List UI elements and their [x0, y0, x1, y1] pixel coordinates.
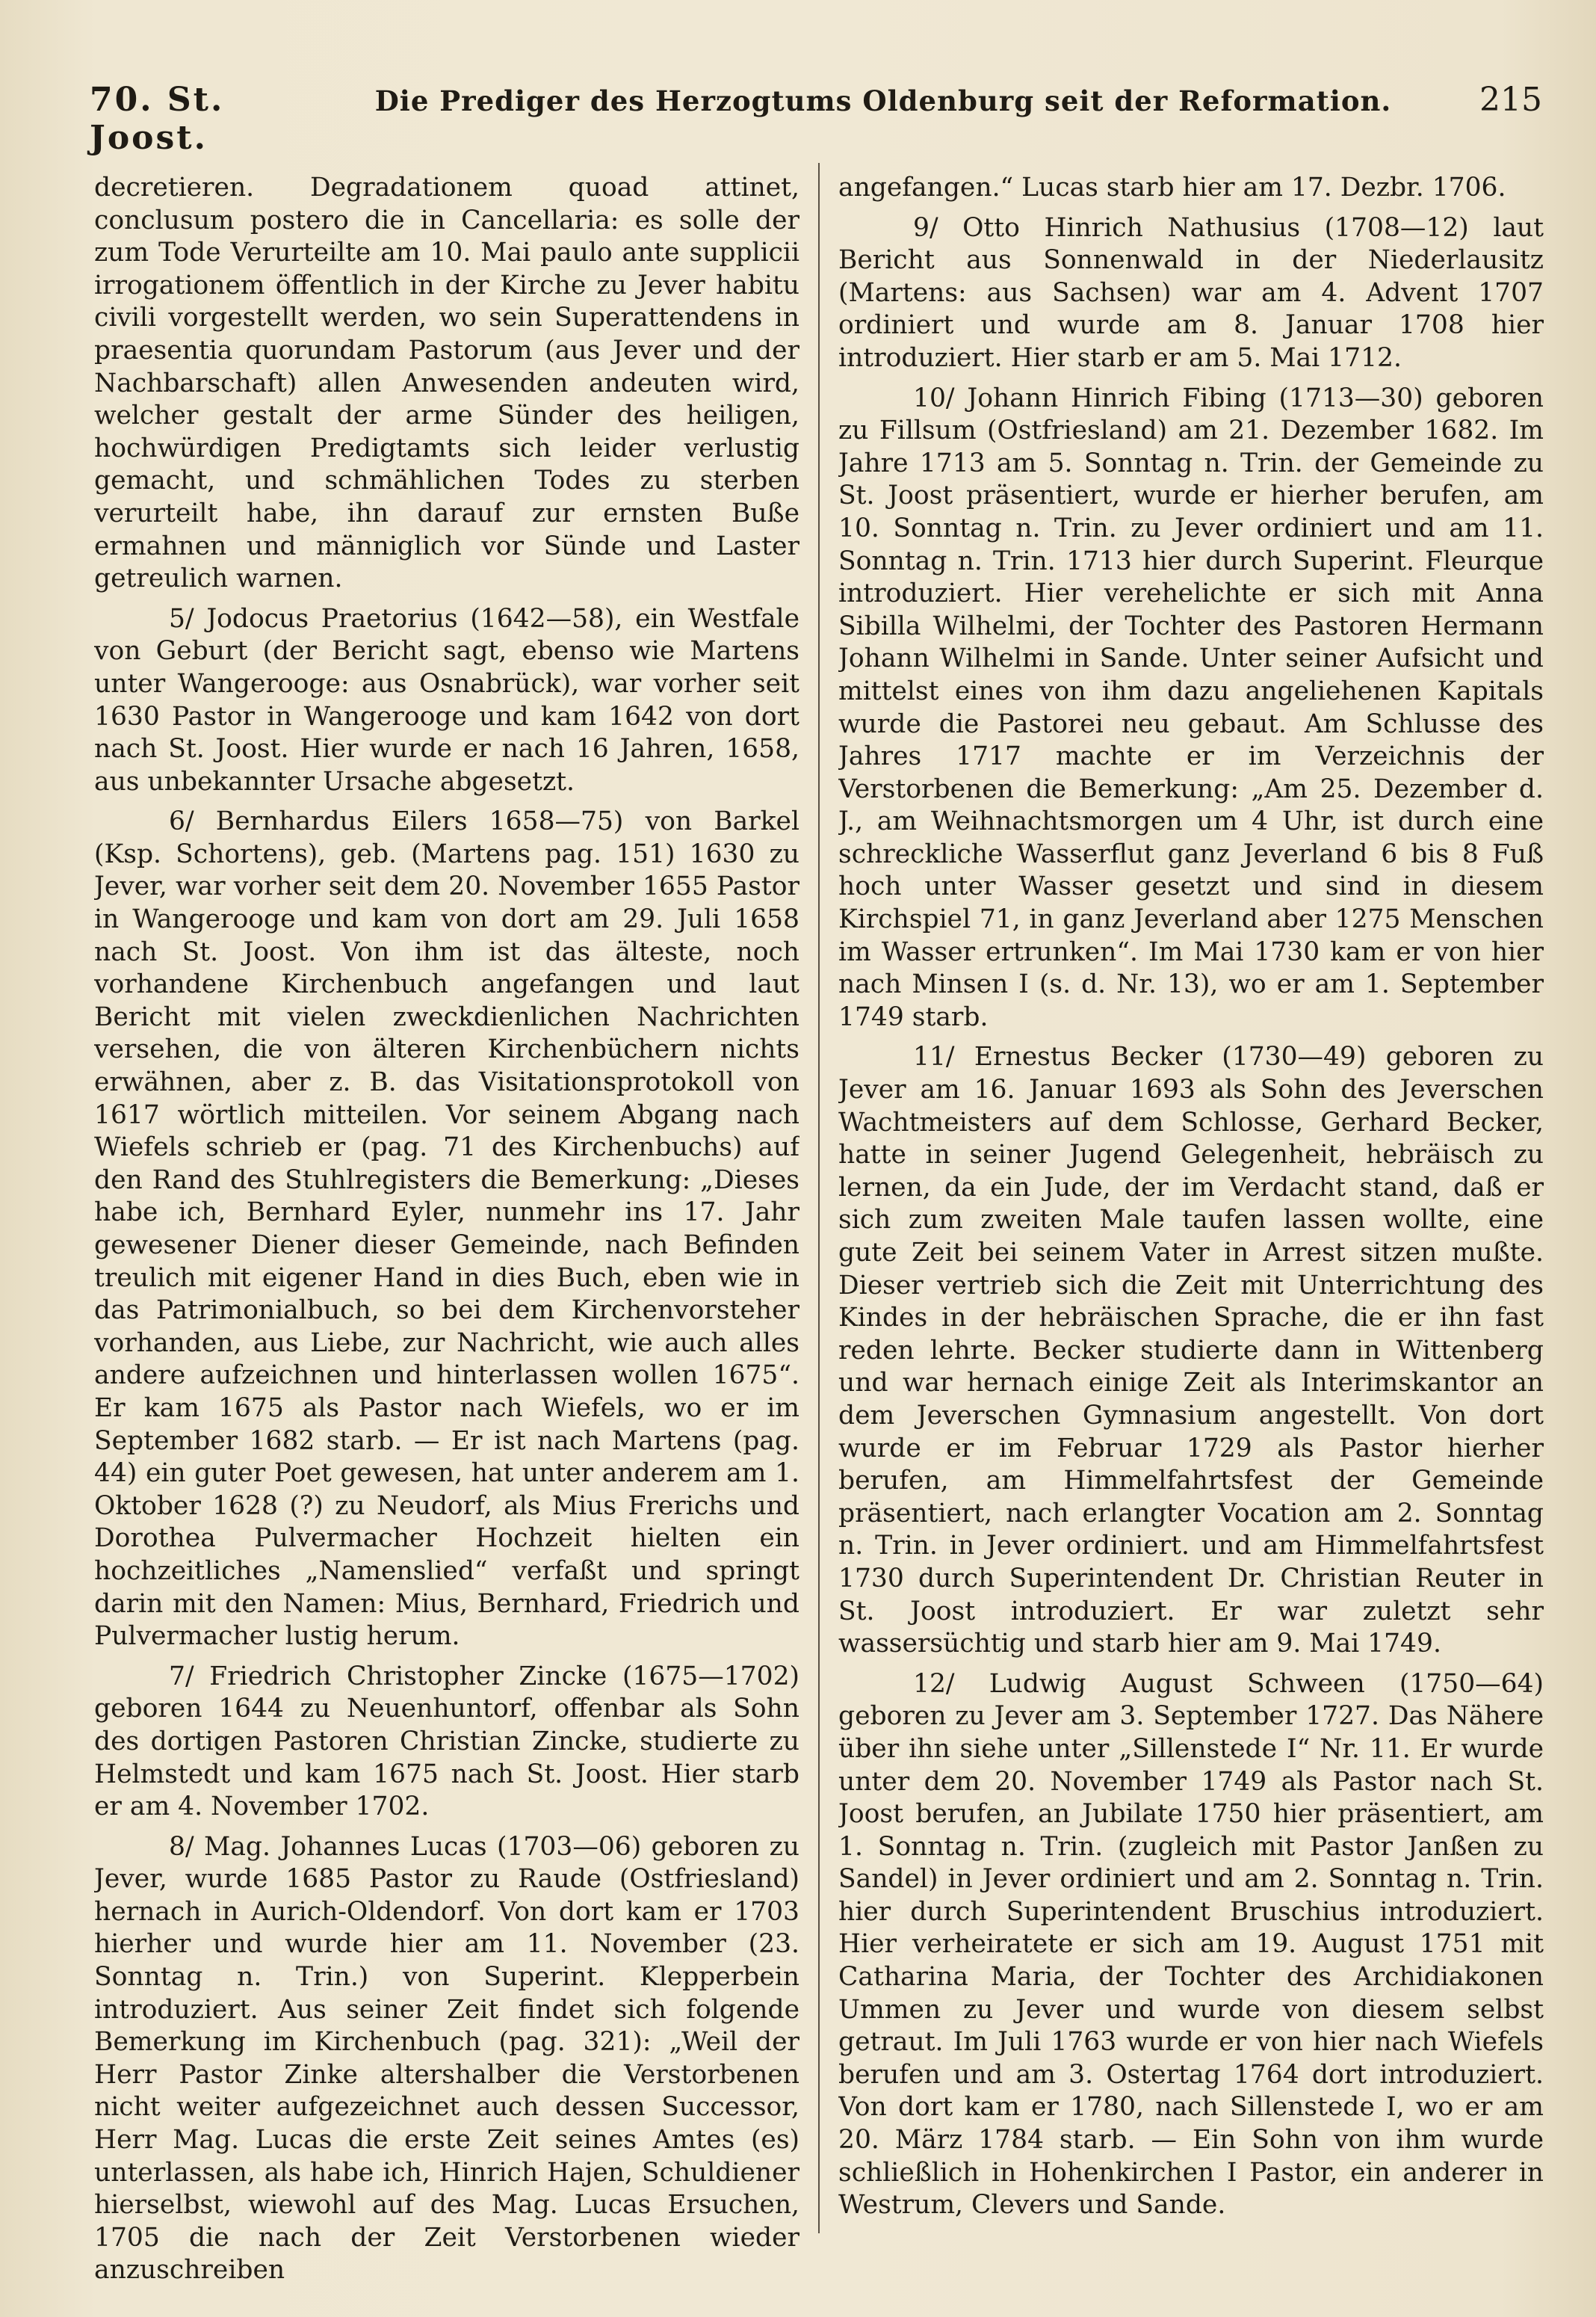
- entry-lucas: 8/ Mag. Johannes Lucas (1703—06) geboren zu Jever, wurde 1685 Pastor zu Raude (Ostfriesland) hernach in Aurich-Oldendorf. Von dort kam er 1703 hierher und wurde hier am 11. November (23. Sonntag n. Trin.) von Superint. Klepperbein introduziert. Aus seiner Zeit findet sich folgende Bemerkung im Kirchenbuch (pag. 321): „Weil der Herr Pastor Zinke altershalber die Verstorbenen nicht weiter aufgezeichnet auch dessen Successor, Herr Mag. Lucas die erste Zeit seines Amtes (es) unterlassen, als habe ich, Hinrich Hajen, Schuldiener hierselbst, wiewohl auf des Mag. Lucas Ersuchen, 1705 die nach der Zeit Verstorbenen wieder anzuschreiben: [94, 1831, 799, 2286]
- entry-schween: 12/ Ludwig August Schween (1750—64) geboren zu Jever am 3. September 1727. Das Nähere über ihn siehe unter „Sillenstede I“ Nr. 11. Er wurde unter dem 20. November 1749 als Pastor nach St. Joost berufen, an Jubilate 1750 hier präsentiert, am 1. Sonntag n. Trin. (zugleich mit Pastor Janßen zu Sandel) in Jever ordiniert und am 2. Sonntag n. Trin. hier durch Superintendent Bruschius introduziert. Hier verheiratete er sich am 19. August 1751 mit Catharina Maria, der Tochter des Archidiakonen Ummen zu Jever und wurde von diesem selbst getraut. Im Juli 1763 wurde er von hier nach Wiefels berufen und am 3. Ostertag 1764 dort introduziert. Von dort kam er 1780, nach Sillenstede I, wo er am 20. März 1784 starb. — Ein Sohn von ihm wurde schließlich in Hohenkirchen I Pastor, ein anderer in Westrum, Clevers und Sande.: [838, 1668, 1544, 2221]
- paragraph-continuation: decretieren. Degradationem quoad attinet, conclusum postero die in Cancellaria: es solle der zum Tode Verurteilte am 10. Mai paulo ante supplicii irrogationem öffentlich in der Kirche zu Jever habitu civili vorgestellt werden, wo sein Superattendens in praesentia quorundam Pastorum (aus Jever und der Nachbarschaft) allen Anwesenden andeuten wird, welcher gestalt der arme Sünder des heiligen, hochwürdigen Predigtamts sich leider verlustig gemacht, und schmählichen Todes zu sterben verurteilt habe, ihn darauf zur ernsten Buße ermahnen und männiglich vor Sünde und Laster getreulich warnen.: [94, 173, 799, 594]
- running-title: Die Prediger des Herzogtums Oldenburg seit der Reformation.: [374, 84, 1392, 117]
- entry-fibing: 10/ Johann Hinrich Fibing (1713—30) geboren zu Fillsum (Ostfriesland) am 21. Dezember 1682. Im Jahre 1713 am 5. Sonntag n. Trin. der Gemeinde zu St. Joost präsentiert, wurde er hierher berufen, am 10. Sonntag n. Trin. zu Jever ordiniert und am 11. Sonntag n. Trin. 1713 hier durch Superint. Fleurque introduziert. Hier verehelichte er sich mit Anna Sibilla Wilhelmi, der Tochter des Pastoren Hermann Johann Wilhelmi in Sande. Unter seiner Aufsicht und mittelst eines von ihm dazu angeliehenen Kapitals wurde die Pastorei neu gebaut. Am Schlusse des Jahres 1717 machte er im Verzeichnis der Verstorbenen die Bemerkung: „Am 25. Dezember d. J., am Weihnachtsmorgen um 4 Uhr, ist durch eine schreckliche Wasserflut ganz Jeverland 6 bis 8 Fuß hoch unter Wasser gesetzt und sind in diesem Kirchspiel 71, in ganz Jeverland aber 1275 Menschen im Wasser ertrunken“. Im Mai 1730 kam er von hier nach Minsen I (s. d. Nr. 13), wo er am 1. September 1749 starb.: [838, 383, 1544, 1032]
- column-divider: [818, 163, 820, 2233]
- paragraph-continuation: angefangen.“ Lucas starb hier am 17. Dezbr. 1706.: [838, 173, 1506, 203]
- section-label: 70. St. Joost.: [90, 81, 225, 157]
- entry-becker: 11/ Ernestus Becker (1730—49) geboren zu Jever am 16. Januar 1693 als Sohn des Jeverschen Wachtmeisters auf dem Schlosse, Gerhard Becker, hatte in seiner Jugend Gelegenheit, hebräisch zu lernen, da ein Jude, der im Verdacht stand, daß er sich zum zweiten Male taufen lassen wollte, eine gute Zeit bei seinem Vater in Arrest sitzen mußte. Dieser vertrieb sich die Zeit mit Unterrichtung des Kindes in der hebräischen Sprache, die er ihn fast reden lehrte. Becker studierte dann in Wittenberg und war hernach einige Zeit als Interimskantor an dem Jeverschen Gymnasium angestellt. Von dort wurde er im Februar 1729 als Pastor hierher berufen, am Himmelfahrtsfest der Gemeinde präsentiert, nach erlangter Vocation am 2. Sonntag n. Trin. in Jever ordiniert. und am Himmelfahrtsfest 1730 durch Superintendent Dr. Christian Reuter in St. Joost introduziert. Er war zuletzt sehr wassersüchtig und starb hier am 9. Mai 1749.: [838, 1042, 1544, 1659]
- running-header: [90, 81, 1542, 157]
- page-number: 215: [1479, 81, 1542, 119]
- entry-praetorius: 5/ Jodocus Praetorius (1642—58), ein Westfale von Geburt (der Bericht sagt, ebenso wie Martens unter Wangerooge: aus Osnabrück), war vorher seit 1630 Pastor in Wangerooge und kam 1642 von dort nach St. Joost. Hier wurde er nach 16 Jahren, 1658, aus unbekannter Ursache abgesetzt.: [94, 603, 799, 797]
- left-column: [94, 172, 799, 2295]
- right-column: [838, 172, 1544, 2295]
- entry-eilers: 6/ Bernhardus Eilers 1658—75) von Barkel (Ksp. Schortens), geb. (Martens pag. 151) 1630 zu Jever, war vorher seit dem 20. November 1655 Pastor in Wangerooge und kam von dort am 29. Juli 1658 nach St. Joost. Von ihm ist das älteste, noch vorhandene Kirchenbuch angefangen und laut Bericht mit vielen zweckdienlichen Nachrichten versehen, die von älteren Kirchenbüchern nichts erwähnen, aber z. B. das Visitationsprotokoll von 1617 wörtlich mitteilen. Vor seinem Abgang nach Wiefels schrieb er (pag. 71 des Kirchenbuchs) auf den Rand des Stuhlregisters die Bemerkung: „Dieses habe ich, Bernhard Eyler, nunmehr ins 17. Jahr gewesener Diener dieser Gemeinde, nach Befinden treulich mit eigener Hand in dies Buch, eben wie in das Patrimonialbuch, so bei dem Kirchenvorsteher vorhanden, aus Liebe, zur Nachricht, wie auch alles andere aufzeichnen und hinterlassen wollen 1675“. Er kam 1675 als Pastor nach Wiefels, wo er im September 1682 starb. — Er ist nach Martens (pag. 44) ein guter Poet gewesen, hat unter anderem am 1. Oktober 1628 (?) zu Neudorf, als Mius Frerichs und Dorothea Pulvermacher Hochzeit hielten ein hochzeitliches „Namenslied“ verfaßt und springt darin mit den Namen: Mius, Bernhard, Friedrich und Pulvermacher lustig herum.: [94, 806, 799, 1652]
- entry-zincke: 7/ Friedrich Christopher Zincke (1675—1702) geboren 1644 zu Neuenhuntorf, offenbar als Sohn des dortigen Pastoren Christian Zincke, studierte zu Helmstedt und kam 1675 nach St. Joost. Hier starb er am 4. November 1702.: [94, 1661, 799, 1822]
- entry-nathusius: 9/ Otto Hinrich Nathusius (1708—12) laut Bericht aus Sonnenwald in der Niederlausitz (Martens: aus Sachsen) war am 4. Advent 1707 ordiniert und wurde am 8. Januar 1708 hier introduziert. Hier starb er am 5. Mai 1712.: [838, 212, 1544, 373]
